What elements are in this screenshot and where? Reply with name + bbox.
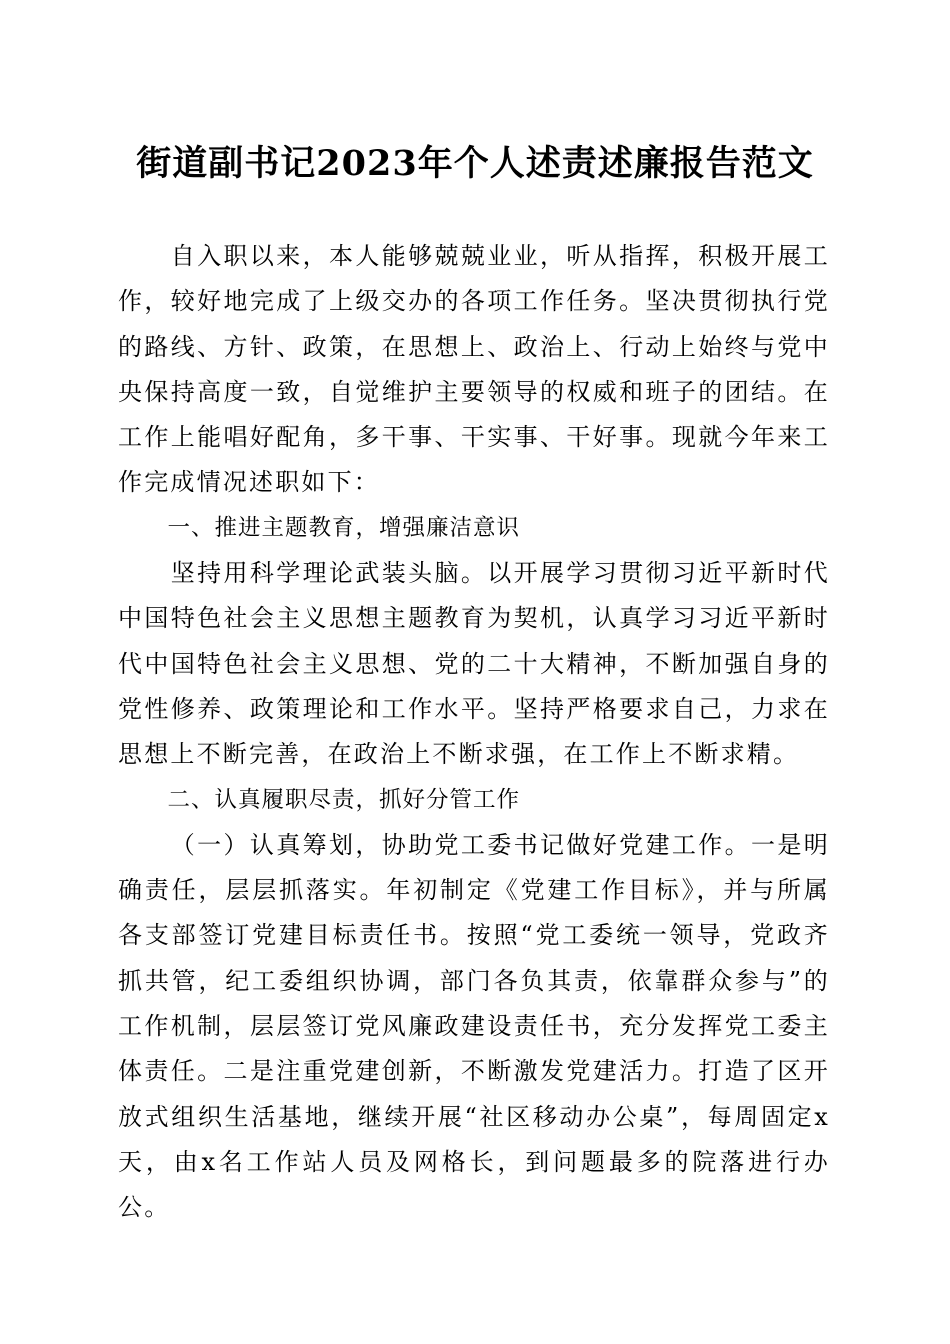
document-title: 街道副书记2023年个人述责述廉报告范文 [136, 143, 814, 184]
section-2-paragraph: （一）认真筹划，协助党工委书记做好党建工作。一是明确责任，层层抓落实。年初制定《党建工作目标》，并与所属各支部签订党建目标责任书。按照“党工委统一领导，党政齐抓共管，纪工委组织协调，部门各负其责，依靠群众参与”的工作机制，层层签订党风廉政建设责任书，充分发挥党工委主体责任。二是注重党建创新，不断激发党建活力。打造了区开放式组织生活基地，继续开展“社区移动办公桌”，每周固定x天，由x名工作站人员及网格长，到问题最多的院落进行办公。 [118, 830, 830, 1222]
intro-paragraph: 自入职以来，本人能够兢兢业业，听从指挥，积极开展工作，较好地完成了上级交办的各项工作任务。坚决贯彻执行党的路线、方针、政策，在思想上、政治上、行动上始终与党中央保持高度一致，自觉维护主要领导的权威和班子的团结。在工作上能唱好配角，多干事、干实事、干好事。现就今年来工作完成情况述职如下： [118, 242, 830, 497]
document-body [118, 234, 830, 1231]
section-1-paragraph: 坚持用科学理论武装头脑。以开展学习贯彻习近平新时代中国特色社会主义思想主题教育为契机，认真学习习近平新时代中国特色社会主义思想、党的二十大精神，不断加强自身的党性修养、政策理论和工作水平。坚持严格要求自己，力求在思想上不断完善，在政治上不断求强，在工作上不断求精。 [118, 559, 830, 769]
section-2-heading: 二、认真履职尽责，抓好分管工作 [167, 786, 521, 813]
section-1-heading: 一、推进主题教育，增强廉洁意识 [167, 514, 521, 541]
